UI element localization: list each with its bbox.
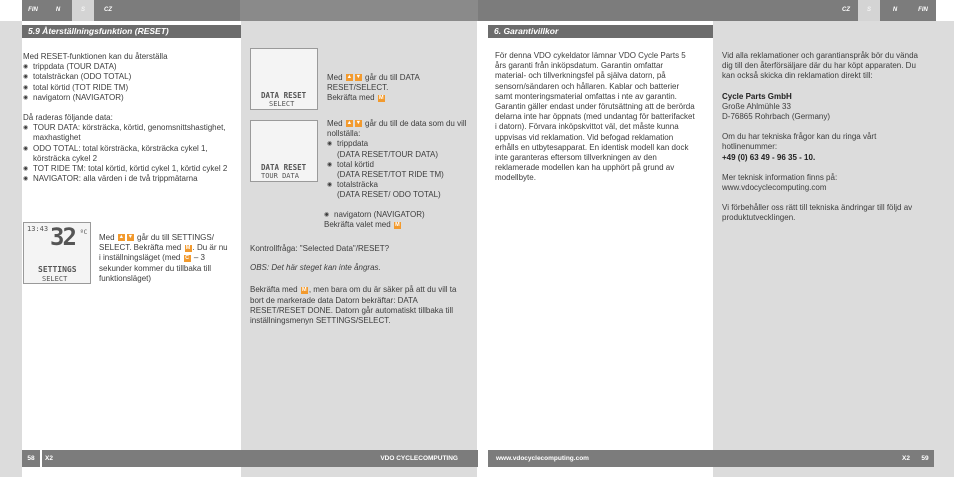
footer-left <box>42 450 478 467</box>
company-name: Cycle Parts GmbH <box>722 91 792 101</box>
left-margin-strip <box>0 21 22 477</box>
control-question: Kontrollfråga: "Selected Data"/RESET? <box>250 244 390 253</box>
step2-instruction: Med ▲ ▼ går du till de data som du vill nollställa: ◉ trippdata (DATA RESET/TOUR DATA) ◉ total körtid (DATA RESET/TOT RIDE TM) ◉ totalsträcka (DATA RESET/ ODO TOTAL) <box>327 119 472 201</box>
down-button-icon: ▼ <box>355 120 362 127</box>
lang-tab-fin-left: FIN <box>22 0 44 21</box>
complaint-paragraph: Vid alla reklamationer och garantianspråk bör du vända dig till den återförsäljare där du har köpt apparaten. Du kan också skicka din reklamation direkt till: <box>722 51 918 81</box>
reset-intro-block <box>23 52 235 184</box>
obs-note: OBS: Det här steget kan inte ångras. <box>250 263 381 273</box>
list-item: ◉ totalsträcka (DATA RESET/ ODO TOTAL) <box>327 180 472 200</box>
disclaimer: Vi förbehåller oss rätt till tekniska ändringar till följd av produktutvecklingen. <box>722 203 913 223</box>
list-item: ◉ trippdata (TOUR DATA) <box>23 62 235 72</box>
list-item: ◉ ODO TOTAL: total körsträcka, körsträcka cykel 1, körsträcka cykel 2 <box>23 144 235 164</box>
down-button-icon: ▼ <box>127 234 134 241</box>
control-question-block <box>250 244 465 326</box>
display-line1: SETTINGS <box>38 265 77 274</box>
contact-block <box>722 51 930 224</box>
brand-name: VDO CYCLECOMPUTING <box>380 455 458 462</box>
display-main-value: 32 <box>50 223 75 251</box>
warranty-body: För denna VDO cykeldator lämnar VDO Cycle Parts 5 års garanti från inköpsdatum. Garantin omfattar material- och tillverkningsfel på själva datorn, på sensorn/sändaren och hållaren. Kablar och batterier samt monteringsmaterial omfattas i nte av garantin. Garantin gäller endast under förutsättning att de berörda delarna inte har öppnats (med undantag för batterifacket i datorn). Förvara inköpskvittot väl, det måste kunna uppvisas vid reklamation. Vid befogad reklamation erhålls en utbytesapparat. En identisk modell kan dock inte garanteras eftersom tillverkningen av den reklamerade modellen kan ha upphört på grund av modellbyte. <box>495 51 695 183</box>
list-item: ◉ TOUR DATA: körsträcka, körtid, genomsnittshastighet, maxhastighet <box>23 123 235 143</box>
down-button-icon: ▼ <box>355 74 362 81</box>
up-button-icon: ▲ <box>118 234 125 241</box>
up-button-icon: ▲ <box>346 74 353 81</box>
display-line2: SELECT <box>269 100 295 108</box>
list-item: ◉ total körtid (DATA RESET/TOT RIDE TM) <box>327 160 472 180</box>
warranty-section-title: 6. Garantivillkor <box>488 25 713 38</box>
final-instruction: Bekräfta med M , men bara om du är säker på att du vill ta bort de markerade data Datorn bekräftar: DATA RESET/RESET DONE. Datorn går automatiskt tillbaka till inställningsmenyn SETTINGS/SELECT. <box>250 285 457 326</box>
settings-instruction: Med ▲ ▼ går du till SETTINGS/ SELECT. Bekräfta med M . Du är nu i inställningsläget (med C – 3 sekunder kommer du tillbaka till funktionsläget) <box>99 233 228 283</box>
lang-tab-s-left: S <box>72 0 94 21</box>
info-intro: Mer teknisk information finns på: <box>722 172 838 182</box>
footer-right <box>488 450 916 467</box>
display-line1: DATA RESET <box>261 163 307 172</box>
display-line1: DATA RESET <box>261 91 307 100</box>
lang-tab-s-right: S <box>858 0 880 21</box>
top-strip-middle-left <box>240 0 478 21</box>
step1-instruction: Med ▲ ▼ går du till DATA RESET/SELECT. Bekräfta med M <box>327 73 420 103</box>
top-language-bar <box>0 0 954 21</box>
company-city: D-76865 Rohrbach (Germany) <box>722 112 831 122</box>
device-display-data-reset-select <box>250 48 318 110</box>
list-item: ◉ total körtid (TOT RIDE TM) <box>23 83 235 93</box>
list-item: ◉ trippdata (DATA RESET/TOUR DATA) <box>327 139 472 159</box>
display-time: 13:43 <box>27 225 49 233</box>
m-button-icon: M <box>379 94 384 101</box>
lang-tab-n-right: N <box>880 0 910 21</box>
list-item: ◉ totalsträckan (ODO TOTAL) <box>23 72 235 82</box>
list-item: ◉ TOT RIDE TM: total körtid, körtid cykel 1, körtid cykel 2 <box>23 164 235 174</box>
footer-url: www.vdocyclecomputing.com <box>496 455 589 462</box>
lang-tab-cz-left: CZ <box>94 0 240 21</box>
device-display-data-reset-tour <box>250 120 318 182</box>
list-item: ◉ navigatorn (NAVIGATOR) <box>324 210 474 220</box>
step2-tail: ◉ navigatorn (NAVIGATOR) Bekräfta valet med M <box>324 210 474 230</box>
hotline-number: +49 (0) 63 49 - 96 35 - 10. <box>722 152 816 162</box>
reset-section-title: 5.9 Återställningsfunktion (RESET) <box>22 25 241 38</box>
display-line2: SELECT <box>42 275 68 283</box>
clears-heading: Då raderas följande data: <box>23 113 113 123</box>
lang-tab-fin-right: FIN <box>910 0 936 21</box>
website-link[interactable]: www.vdocyclecomputing.com <box>722 183 827 193</box>
c-button-icon: C <box>185 254 190 261</box>
page-number-right: 59 <box>916 450 934 467</box>
model-left: X2 <box>45 455 53 462</box>
device-display-settings <box>23 222 91 284</box>
model-right: X2 <box>902 455 910 462</box>
hotline-intro: Om du har tekniska frågor kan du ringa vårt hotlinenummer: <box>722 132 877 152</box>
m-button-icon: M <box>185 244 191 251</box>
lang-tab-n-left: N <box>44 0 72 21</box>
display-unit: ºC <box>80 229 88 236</box>
lang-tab-cz-right: CZ <box>478 0 858 21</box>
m-button-icon: M <box>302 286 307 293</box>
company-street: Große Ahlmühle 33 <box>722 101 791 111</box>
display-line2: TOUR DATA <box>261 172 299 180</box>
right-margin-strip <box>937 21 954 477</box>
list-item: ◉ NAVIGATOR: alla värden i de två trippmätarna <box>23 174 235 184</box>
up-button-icon: ▲ <box>346 120 353 127</box>
reset-intro: Med RESET-funktionen kan du återställa <box>23 52 168 61</box>
page-number-left: 58 <box>22 450 40 467</box>
list-item: ◉ navigatorn (NAVIGATOR) <box>23 93 235 103</box>
m-button-icon: M <box>395 221 400 228</box>
